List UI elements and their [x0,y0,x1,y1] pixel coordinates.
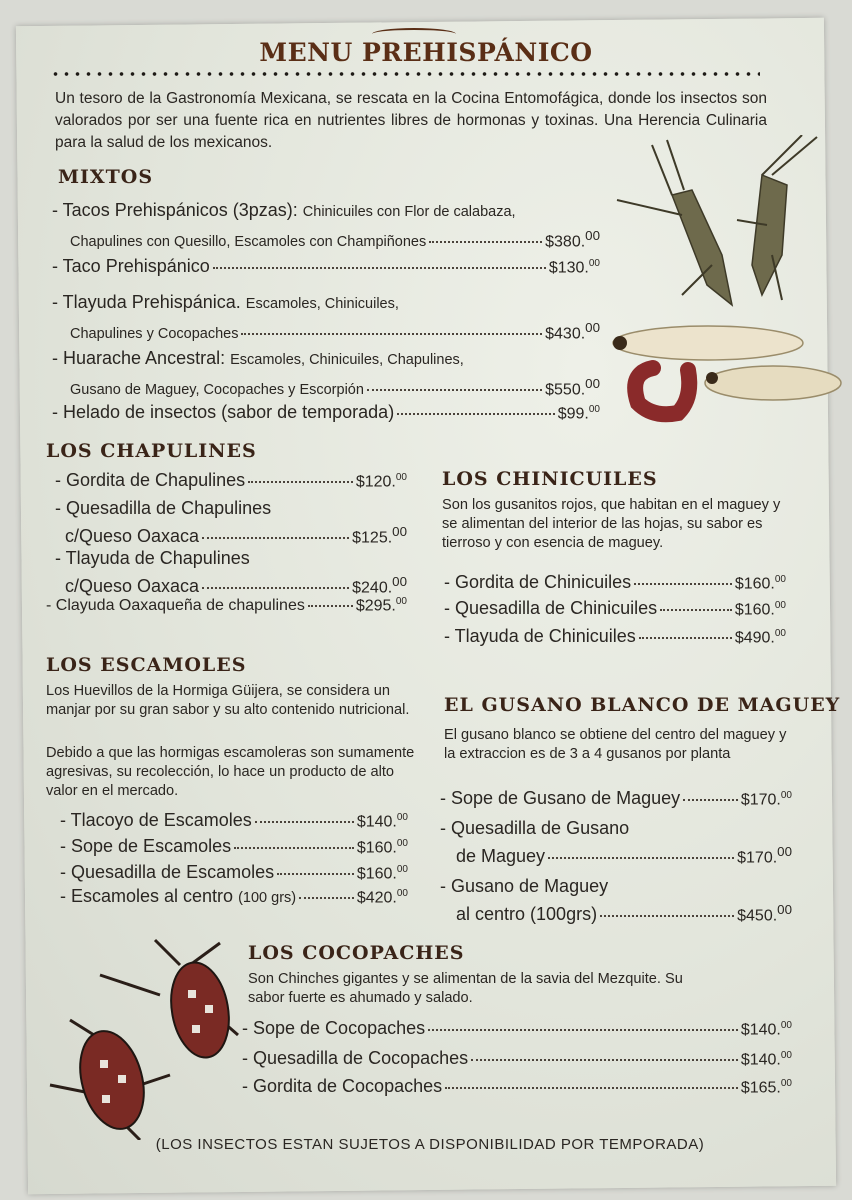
dotted-divider [50,71,760,77]
menu-item: - Quesadilla de Cocopaches $140.00 [242,1048,792,1068]
chinicuiles-heading: LOS CHINICUILES [442,468,658,490]
menu-item: - Tlayuda de Chinicuiles $490.00 [444,626,786,646]
chapulines-heading: LOS CHAPULINES [46,440,257,462]
menu-item: - Gusano de Maguey al centro (100grs) $450.00 [440,876,792,925]
menu-item: - Huarache Ancestral: Escamoles, Chinicuiles, Chapulines, Gusano de Maguey, Cocopaches y Escorpión $550.00 [52,348,600,399]
menu-item: - Tlacoyo de Escamoles $140.00 [60,810,408,830]
gusano-heading: EL GUSANO BLANCO DE MAGUEY [444,694,841,716]
intro-text: Un tesoro de la Gastronomía Mexicana, se rescata en la Cocina Entomofágica, donde los insectos son valorados por ser una fuente rica en nutrientes libres de hormonas y toxinas. Una Herencia Culinaria para la salud de los mexicanos. [55,90,767,151]
cocopaches-heading: LOS COCOPACHES [248,942,465,964]
menu-item: - Gordita de Cocopaches $165.00 [242,1076,792,1096]
maguey-worm-illustration [608,318,848,423]
menu-item: - Helado de insectos (sabor de temporada) $99.00 [52,402,600,422]
escamoles-description: Los Huevillos de la Hormiga Güijera, se considera un manjar por su gran sabor y su alto contenido nutricional. [46,683,410,718]
menu-item: - Sope de Escamoles $160.00 [60,836,408,856]
page-title: MENU PREHISPÁNICO [259,38,593,67]
menu-item: - Sope de Cocopaches $140.00 [242,1018,792,1038]
menu-item: - Taco Prehispánico $130.00 [52,256,600,276]
menu-item: - Tlayuda Prehispánica. Escamoles, Chinicuiles, Chapulines y Cocopaches $430.00 [52,292,600,343]
menu-item: - Clayuda Oaxaqueña de chapulines $295.00 [46,596,407,615]
availability-note: (LOS INSECTOS ESTAN SUJETOS A DISPONIBILIDAD POR TEMPORADA) [155,1136,705,1153]
menu-item: - Escamoles al centro (100 grs) $420.00 [60,886,408,906]
menu-item: - Gordita de Chapulines $120.00 [55,470,407,490]
menu-item: - Sope de Gusano de Maguey $170.00 [440,788,792,808]
menu-item: - Tlayuda de Chapulines c/Queso Oaxaca $240.00 [55,548,407,597]
menu-item: - Tacos Prehispánicos (3pzas): Chinicuiles con Flor de calabaza, Chapulines con Quesillo, Escamoles con Champiñones $380.00 [52,200,600,251]
menu-item: - Quesadilla de Chapulines c/Queso Oaxaca $125.00 [55,498,407,547]
mixtos-heading: MIXTOS [58,166,154,188]
cocopaches-description: Son Chinches gigantes y se alimentan de la savia del Mezquite. Su sabor fuerte es ahumado y salado. [248,971,683,1006]
menu-item: - Quesadilla de Escamoles $160.00 [60,862,408,882]
escamoles-description-2: Debido a que las hormigas escamoleras son sumamente agresivas, su recolección, lo hace un producto de alto valor en el mercado. [46,745,415,799]
menu-item: - Quesadilla de Gusano de Maguey $170.00 [440,818,792,867]
escamoles-heading: LOS ESCAMOLES [46,654,247,676]
menu-item: - Quesadilla de Chinicuiles $160.00 [444,598,786,618]
chinicuiles-description: Son los gusanitos rojos, que habitan en el maguey y se alimentan del interior de las hojas, su sabor es tierroso y con esencia de maguey. [442,497,781,551]
stink-bug-illustration [40,935,240,1140]
menu-item: - Gordita de Chinicuiles $160.00 [444,572,786,592]
grasshopper-illustration [612,135,822,310]
gusano-description: El gusano blanco se obtiene del centro del maguey y la extraccion es de 3 a 4 gusanos por planta [444,727,787,762]
